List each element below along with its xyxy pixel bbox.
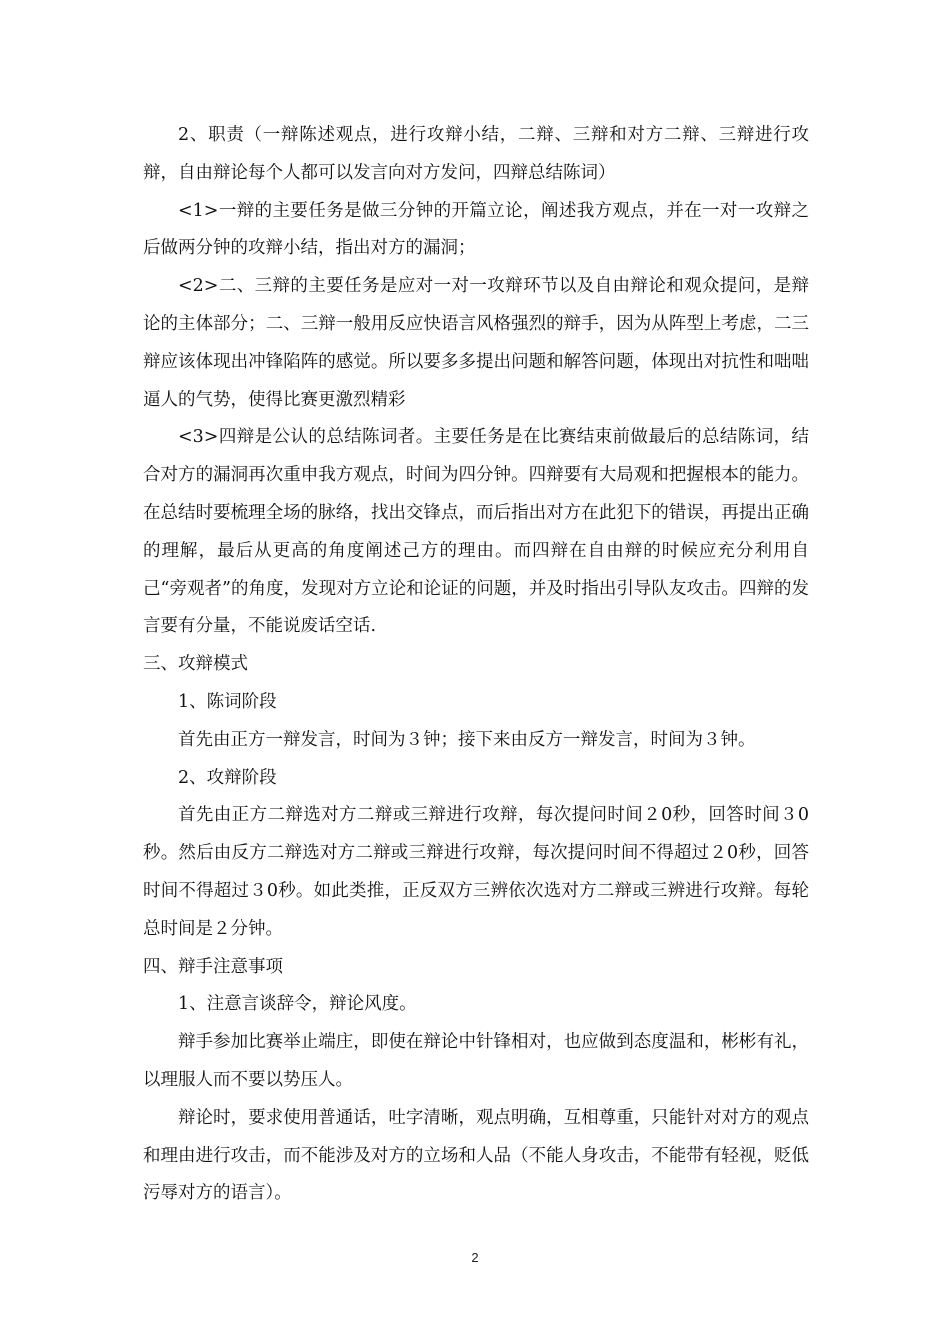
paragraph-cross-exam-stage: 首先由正方二辩选对方二辩或三辩进行攻辩，每次提问时间２0秒，回答时间３0秒。然后由反方二辩选对方二辩或三辩进行攻辩，每次提问时间不得超过２0秒，回答时间不得超过３0秒。如此类推，正反双方三辨依次选对方二辩或三辨进行攻辩。每轮总时间是２分钟。 [143, 805, 809, 939]
subheading-statement-stage: 1、陈词阶段 [178, 691, 277, 712]
page-number: 2 [471, 1250, 479, 1265]
paragraph-speech-rules: 辩论时，要求使用普通话，吐字清晰，观点明确，互相尊重，只能针对对方的观点和理由进行攻击，而不能涉及对方的立场和人品（不能人身攻击，不能带有轻视，贬低污辱对方的语言）。 [143, 1107, 809, 1204]
paragraph-fourth-debater: <3>四辩是公认的总结陈词者。主要任务是在比赛结束前做最后的总结陈词，结合对方的漏洞再次重申我方观点，时间为四分钟。四辩要有大局观和把握根本的能力。在总结时要梳理全场的脉络，找出交锋点，而后指出对方在此犯下的错误，再提出正确的理解，最后从更高的角度阐述己方的理由。而四辩在自由辩的时候应充分利用自己“旁观者”的角度，发现对方立论和论证的问题，并及时指出引导队友攻击。四辩的发言要有分量，不能说废话空话. [143, 427, 809, 637]
section-heading-debater-notes: 四、辩手注意事项 [143, 956, 283, 977]
subheading-cross-exam-stage: 2、攻辩阶段 [178, 767, 277, 788]
section-heading-cross-examination: 三、攻辩模式 [143, 654, 248, 675]
paragraph-second-third-debaters: <2>二、三辩的主要任务是应对一对一攻辩环节以及自由辩论和观众提问，是辩论的主体部分；二、三辩一般用反应快语言风格强烈的辩手，因为从阵型上考虑，二三辩应该体现出冲锋陷阵的感觉。所以要多多提出问题和解答问题，体现出对抗性和咄咄逼人的气势，使得比赛更激烈精彩 [143, 276, 809, 410]
paragraph-first-debater: <1>一辩的主要任务是做三分钟的开篇立论，阐述我方观点，并在一对一攻辩之后做两分钟的攻辩小结，指出对方的漏洞； [143, 200, 809, 259]
document-body [143, 117, 809, 1213]
subheading-manners: 1、注意言谈辞令，辩论风度。 [178, 994, 417, 1015]
paragraph-duties: 2、职责（一辩陈述观点，进行攻辩小结，二辩、三辩和对方二辩、三辩进行攻辩，自由辩论每个人都可以发言向对方发问，四辩总结陈词） [143, 125, 809, 183]
paragraph-statement-stage: 首先由正方一辩发言，时间为３钟；接下来由反方一辩发言，时间为３钟。 [178, 729, 756, 750]
paragraph-demeanor: 辩手参加比赛举止端庄，即使在辩论中针锋相对，也应做到态度温和，彬彬有礼，以理服人而不要以势压人。 [143, 1032, 809, 1090]
